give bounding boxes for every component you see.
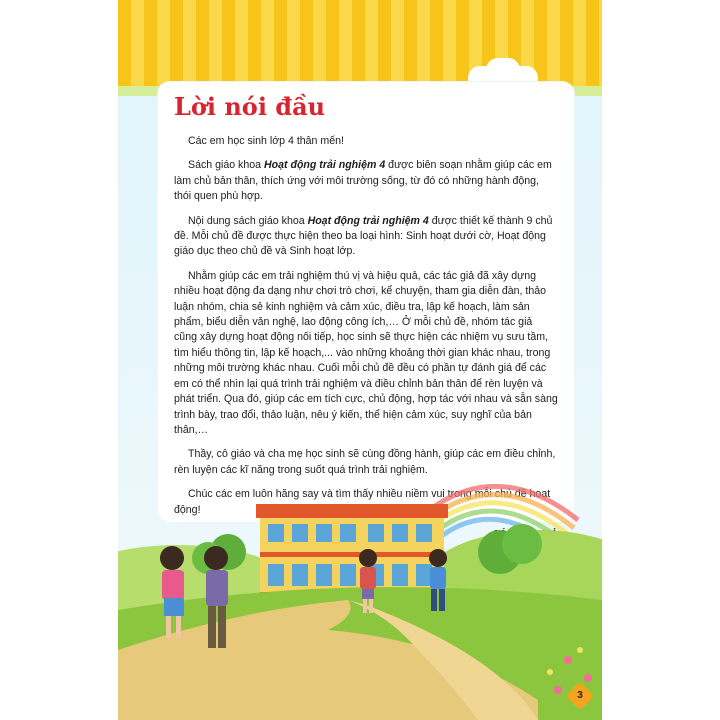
book-page xyxy=(118,0,602,720)
school-building-image xyxy=(256,504,448,598)
greeting: Các em học sinh lớp 4 thân mến! xyxy=(188,135,344,147)
paragraph-2: Nội dung sách giáo khoa Hoạt động trải nghiệm 4 được thiết kế thành 9 chủ đề. Mỗi chủ đề được thực hiện theo ba loại hình: Sinh hoạt dưới cờ, Hoạt động giáo dục theo chủ đề và Sinh hoạt lớp. xyxy=(174,214,553,258)
page-number: 3 xyxy=(577,690,583,701)
paragraph-1: Sách giáo khoa Hoạt động trải nghiệm 4 được biên soạn nhằm giúp các em làm chủ bản thân, thích ứng với môi trường sống, từ đó có những hành động, thói quen phù hợp. xyxy=(174,159,552,203)
cloud-top-right-puff xyxy=(486,58,520,82)
school-illustration xyxy=(118,440,602,720)
page-title: Lời nói đầu xyxy=(174,92,326,121)
closing-paragraph: Chúc các em luôn hăng say và tìm thấy nhiều niềm vui trong mỗi chủ đề hoạt động! xyxy=(174,488,551,516)
paragraph-3: Nhằm giúp các em trải nghiệm thú vị và hiệu quả, các tác giả đã xây dựng nhiều hoạt động đa dạng như chơi trò chơi, kể chuyện, tham gia diễn đàn, thảo luận nhóm, chia sẻ kinh nghiệm và cảm xúc, điều tra, lập kế hoạch, làm sản phẩm, biểu diễn văn nghệ, lao động công ích,… Ở mỗi chủ đề, nhóm tác giả cũng xây dựng hoạt động nối tiếp, học sinh sẽ thực hiện các nhiệm vụ sưu tầm, tìm hiểu thông tin, lập kế hoạch,... vào những khoảng thời gian khác nhau, trong những môi trường khác nhau. Cuối mỗi chủ đề đều có phần tự đánh giá để các em có thể nhìn lại quá trình trải nghiệm và điều chỉnh bản thân để rèn luyện và phát triển. Qua đó, giúp các em tích cực, chủ động, hợp tác với nhau và sẵn sàng trình bày, trao đổi, thảo luận, nêu ý kiến, thể hiện cảm xúc, suy nghĩ của bản thân,… xyxy=(174,269,558,436)
page-number-badge xyxy=(566,682,594,710)
paragraph-4: Thầy, cô giáo và cha mẹ học sinh sẽ cùng đồng hành, giúp các em điều chỉnh, rèn luyện các kĩ năng trong suốt quá trình trải nghiệm. xyxy=(174,448,556,476)
